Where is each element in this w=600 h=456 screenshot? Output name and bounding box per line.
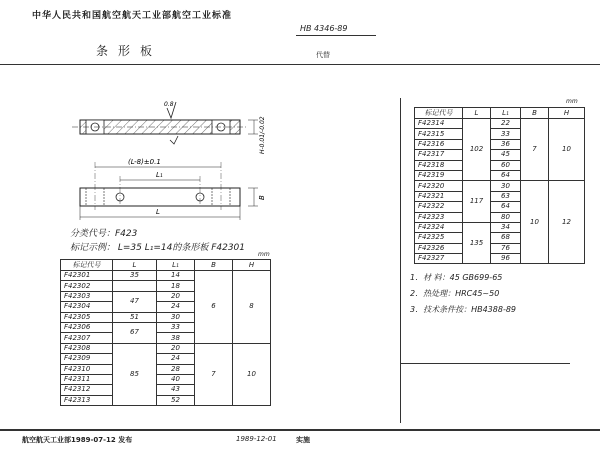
marking-example: 标记示例： L=35 L₁=14的条形板 F42301 bbox=[70, 243, 246, 253]
cell-l: 67 bbox=[113, 322, 157, 343]
cell-l1: 30 bbox=[157, 312, 195, 322]
cell-l: 47 bbox=[113, 291, 157, 312]
notes-end-rule bbox=[400, 363, 570, 364]
cell-code: F42309 bbox=[61, 354, 113, 364]
cell-l1: 40 bbox=[157, 374, 195, 384]
cell-code: F42317 bbox=[415, 150, 463, 160]
cell-code: F42311 bbox=[61, 374, 113, 384]
page-title: 条形板 bbox=[96, 44, 163, 58]
cell-code: F42324 bbox=[415, 222, 463, 232]
cell-code: F42310 bbox=[61, 364, 113, 374]
unit-label-right: mm bbox=[566, 98, 578, 105]
cell-code: F42320 bbox=[415, 181, 463, 191]
table-header-row bbox=[415, 108, 585, 119]
cell-code: F42307 bbox=[61, 333, 113, 343]
footer-implement-date: 1989-12-01 bbox=[236, 435, 277, 443]
cell-b: 6 bbox=[195, 271, 233, 344]
cell-l1: 52 bbox=[157, 395, 195, 405]
col-header-l1: L₁ bbox=[157, 260, 195, 271]
cell-code: F42308 bbox=[61, 343, 113, 353]
cell-code: F42319 bbox=[415, 170, 463, 180]
cell-l1: 18 bbox=[157, 281, 195, 291]
dim-l-label: L bbox=[156, 208, 160, 216]
cell-l1: 36 bbox=[491, 139, 521, 149]
cell-l1: 28 bbox=[157, 364, 195, 374]
dim-b-label: B bbox=[258, 195, 266, 200]
col-header-b: B bbox=[195, 260, 233, 271]
cell-l1: 64 bbox=[491, 202, 521, 212]
cell-code: F42314 bbox=[415, 119, 463, 129]
col-header-l: L bbox=[113, 260, 157, 271]
cell-code: F42322 bbox=[415, 202, 463, 212]
cell-l1: 30 bbox=[491, 181, 521, 191]
cell-l1: 33 bbox=[491, 129, 521, 139]
cell-code: F42301 bbox=[61, 271, 113, 281]
cell-code: F42303 bbox=[61, 291, 113, 301]
spec-table-left bbox=[60, 259, 271, 406]
cell-h: 12 bbox=[549, 181, 585, 264]
col-header-l1: L₁ bbox=[491, 108, 521, 119]
footer-implement-label: 实施 bbox=[296, 436, 310, 444]
cell-h: 8 bbox=[233, 271, 271, 344]
cell-code: F42313 bbox=[61, 395, 113, 405]
cell-l1: 68 bbox=[491, 233, 521, 243]
cell-l: 35 bbox=[113, 271, 157, 281]
cell-h: 10 bbox=[549, 119, 585, 181]
cell-l: 85 bbox=[113, 343, 157, 405]
cell-h: 10 bbox=[233, 343, 271, 405]
col-header-l: L bbox=[463, 108, 491, 119]
col-header-b: B bbox=[521, 108, 549, 119]
note-material: 1．材 料：45 GB699-65 bbox=[410, 273, 503, 282]
footer-rule bbox=[0, 429, 600, 431]
cell-l1: 64 bbox=[491, 170, 521, 180]
cell-l: 117 bbox=[463, 181, 491, 223]
table-row bbox=[61, 271, 271, 281]
note-heat-treatment: 2．热处理：HRC45~50 bbox=[410, 289, 500, 298]
plate-section-view bbox=[72, 120, 248, 134]
cell-l: 102 bbox=[463, 119, 491, 181]
cell-l1: 33 bbox=[157, 322, 195, 332]
column-divider bbox=[400, 98, 401, 423]
svg-text:0.8: 0.8 bbox=[164, 101, 174, 108]
cell-code: F42302 bbox=[61, 281, 113, 291]
col-header-code: 标记代号 bbox=[61, 260, 113, 271]
cell-l1: 43 bbox=[157, 385, 195, 395]
col-header-code: 标记代号 bbox=[415, 108, 463, 119]
code-underline bbox=[296, 35, 376, 36]
cell-l1: 45 bbox=[491, 150, 521, 160]
strip-plate-drawing bbox=[52, 96, 272, 224]
dim-l1-label: L₁ bbox=[156, 171, 163, 179]
standard-code: HB 4346-89 bbox=[300, 24, 348, 33]
class-code-label: 分类代号：F423 bbox=[70, 229, 138, 239]
note-tech-conditions: 3．技术条件按：HB4388-89 bbox=[410, 305, 517, 314]
standard-org-header: 中华人民共和国航空航天工业部航空工业标准 bbox=[32, 11, 233, 21]
cell-l1: 76 bbox=[491, 243, 521, 253]
cell-l bbox=[113, 281, 157, 291]
cell-l1: 24 bbox=[157, 302, 195, 312]
col-header-h: H bbox=[549, 108, 585, 119]
cell-code: F42312 bbox=[61, 385, 113, 395]
cell-l: 51 bbox=[113, 312, 157, 322]
cell-l1: 63 bbox=[491, 191, 521, 201]
table-header-row bbox=[61, 260, 271, 271]
cell-l1: 96 bbox=[491, 254, 521, 264]
footer-issuer: 航空航天工业部1989-07-12 发布 bbox=[22, 436, 133, 444]
replace-label: 代替 bbox=[316, 51, 330, 59]
cell-code: F42304 bbox=[61, 302, 113, 312]
cell-l1: 20 bbox=[157, 343, 195, 353]
cell-code: F42325 bbox=[415, 233, 463, 243]
cell-code: F42306 bbox=[61, 322, 113, 332]
cell-code: F42305 bbox=[61, 312, 113, 322]
cell-code: F42316 bbox=[415, 139, 463, 149]
table-row bbox=[415, 119, 585, 129]
dim-h-label: H-0.01/-0.02 bbox=[259, 116, 266, 154]
cell-l1: 14 bbox=[157, 271, 195, 281]
cell-b: 7 bbox=[521, 119, 549, 181]
cell-code: F42323 bbox=[415, 212, 463, 222]
unit-label-left: mm bbox=[258, 251, 270, 258]
plate-front-view bbox=[80, 162, 240, 210]
cell-code: F42321 bbox=[415, 191, 463, 201]
header-rule bbox=[0, 64, 600, 65]
cell-b: 7 bbox=[195, 343, 233, 405]
table-row bbox=[415, 181, 585, 191]
dim-l8-label: (L-8)±0.1 bbox=[128, 158, 161, 166]
cell-code: F42327 bbox=[415, 254, 463, 264]
cell-l1: 22 bbox=[491, 119, 521, 129]
table-row bbox=[61, 343, 271, 353]
col-header-h: H bbox=[233, 260, 271, 271]
cell-l1: 34 bbox=[491, 222, 521, 232]
cell-b: 10 bbox=[521, 181, 549, 264]
cell-l1: 38 bbox=[157, 333, 195, 343]
cell-l1: 24 bbox=[157, 354, 195, 364]
cell-l1: 80 bbox=[491, 212, 521, 222]
cell-code: F42318 bbox=[415, 160, 463, 170]
cell-code: F42315 bbox=[415, 129, 463, 139]
cell-l1: 20 bbox=[157, 291, 195, 301]
spec-table-right bbox=[414, 107, 585, 264]
cell-l: 135 bbox=[463, 222, 491, 264]
cell-l1: 60 bbox=[491, 160, 521, 170]
cell-code: F42326 bbox=[415, 243, 463, 253]
